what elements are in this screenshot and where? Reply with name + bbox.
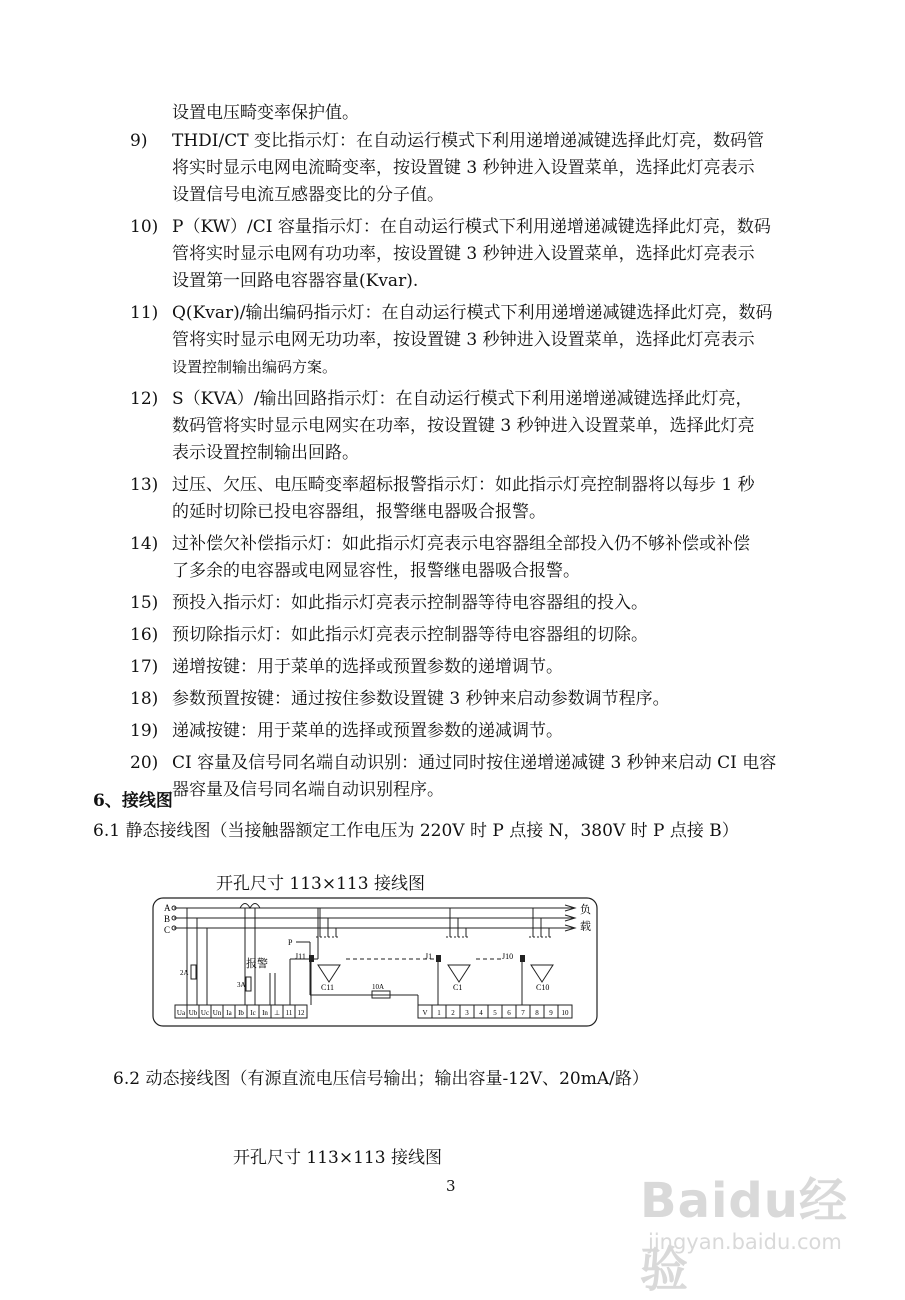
phase-label-c: C bbox=[164, 925, 171, 935]
list-item-number: 11) bbox=[130, 303, 159, 323]
list-item-line: 预切除指示灯：如此指示灯亮表示控制器等待电容器组的切除。 bbox=[172, 625, 648, 645]
list-item-number: 15) bbox=[130, 593, 159, 613]
list-item-number: 13) bbox=[130, 475, 159, 495]
terminal-block-left bbox=[175, 1005, 307, 1018]
list-item-number: 12) bbox=[130, 389, 159, 409]
indicator-list bbox=[130, 128, 820, 809]
terminal-label: ⊥ bbox=[273, 1009, 281, 1017]
list-item bbox=[130, 531, 820, 585]
list-item-line: 过补偿欠补偿指示灯：如此指示灯亮表示电容器组全部投入仍不够补偿或补偿 bbox=[172, 534, 750, 554]
relay-label-j1: J1 bbox=[425, 952, 433, 961]
list-item-line: 参数预置按键：通过按住参数设置键 3 秒钟来启动参数调节程序。 bbox=[172, 689, 670, 709]
page-number: 3 bbox=[446, 1177, 456, 1195]
list-item bbox=[130, 386, 820, 467]
list-item-number: 20) bbox=[130, 753, 159, 773]
capacitor-label-c10: C10 bbox=[536, 983, 550, 992]
diagram-caption-2: 开孔尺寸 113×113 接线图 bbox=[233, 1148, 442, 1168]
static-wiring-diagram bbox=[150, 895, 600, 1030]
list-item-line: 管将实时显示电网无功功率，按设置键 3 秒钟进入设置菜单，选择此灯亮表示 bbox=[172, 330, 755, 350]
list-item bbox=[130, 472, 820, 526]
terminal-label: 1 bbox=[437, 1009, 441, 1017]
p-point-label: P bbox=[288, 938, 293, 947]
capacitor-group-c10 bbox=[502, 908, 553, 992]
phase-label-b: B bbox=[164, 914, 171, 924]
list-item-line: 表示设置控制输出回路。 bbox=[172, 443, 359, 463]
list-item bbox=[130, 686, 820, 713]
terminal-label: 10 bbox=[561, 1009, 569, 1017]
list-item-line: CI 容量及信号同名端自动识别：通过同时按住递增递减键 3 秒钟来启动 CI 电容 bbox=[172, 753, 777, 773]
terminal-label: V bbox=[422, 1009, 428, 1017]
relay-label-j11: J11 bbox=[295, 952, 306, 961]
terminal-label: 2 bbox=[451, 1009, 455, 1017]
list-item-line: 递减按键：用于菜单的选择或预置参数的递减调节。 bbox=[172, 721, 563, 741]
terminal-label: 12 bbox=[297, 1009, 305, 1017]
list-item-line: 递增按键：用于菜单的选择或预置参数的递增调节。 bbox=[172, 657, 563, 677]
list-item bbox=[130, 214, 820, 295]
load-label-top: 负 bbox=[580, 904, 591, 916]
fuse-3a-label: 3A bbox=[237, 981, 246, 989]
list-item-line: 设置控制输出编码方案。 bbox=[172, 358, 338, 376]
list-item bbox=[130, 590, 820, 617]
terminal-label: Un bbox=[212, 1009, 222, 1017]
capacitor-group-c1 bbox=[425, 908, 470, 992]
list-item-number: 18) bbox=[130, 689, 159, 709]
list-item-number: 9) bbox=[130, 131, 148, 151]
list-item bbox=[130, 654, 820, 681]
list-item-line: 数码管将实时显示电网实在功率，按设置键 3 秒钟进入设置菜单，选择此灯亮 bbox=[172, 416, 755, 436]
terminal-label: 3 bbox=[465, 1009, 469, 1017]
terminal-label: 5 bbox=[493, 1009, 497, 1017]
relay-label-j10: J10 bbox=[502, 952, 514, 961]
terminal-block-right bbox=[418, 1005, 572, 1018]
list-item-number: 19) bbox=[130, 721, 159, 741]
subsection-dynamic-wiring: 6.2 动态接线图（有源直流电压信号输出；输出容量-12V、20mA/路） bbox=[113, 1069, 649, 1089]
fuse-10a-label: 10A bbox=[372, 983, 385, 991]
terminal-label: 9 bbox=[549, 1009, 553, 1017]
intro-line: 设置电压畸变率保护值。 bbox=[172, 103, 359, 123]
list-item-number: 16) bbox=[130, 625, 159, 645]
list-item-line: 将实时显示电网电流畸变率，按设置键 3 秒钟进入设置菜单，选择此灯亮表示 bbox=[172, 158, 755, 178]
list-item-line: Q(Kvar)/输出编码指示灯：在自动运行模式下利用递增递减键选择此灯亮，数码 bbox=[172, 303, 773, 323]
diagram-caption: 开孔尺寸 113×113 接线图 bbox=[216, 874, 425, 894]
list-item-number: 17) bbox=[130, 657, 159, 677]
terminal-label: In bbox=[262, 1009, 268, 1017]
terminal-label: 8 bbox=[535, 1009, 539, 1017]
terminal-label: 6 bbox=[507, 1009, 511, 1017]
terminal-label: Uc bbox=[200, 1009, 210, 1017]
list-item-line: 设置信号电流互感器变比的分子值。 bbox=[172, 185, 444, 205]
list-item-line: S（KVA）/输出回路指示灯：在自动运行模式下利用递增递减键选择此灯亮， bbox=[172, 389, 753, 409]
phase-label-a: A bbox=[164, 903, 171, 913]
terminal-label: 4 bbox=[479, 1009, 483, 1017]
capacitor-label-c1: C1 bbox=[453, 983, 463, 992]
section-title: 6、接线图 bbox=[93, 791, 173, 811]
watermark-url: jingyan.baidu.com bbox=[648, 1230, 842, 1254]
terminal-label: Ua bbox=[176, 1009, 186, 1017]
list-item-number: 10) bbox=[130, 217, 159, 237]
list-item-line: 设置第一回路电容器容量(Kvar). bbox=[172, 271, 419, 291]
fuse-2a-label: 2A bbox=[180, 969, 189, 977]
subsection-static-wiring: 6.1 静态接线图（当接触器额定工作电压为 220V 时 P 点接 N，380V 时 P 点接 B） bbox=[93, 821, 739, 841]
terminal-label: 11 bbox=[285, 1009, 293, 1017]
list-item bbox=[130, 300, 820, 381]
watermark-logo: Baidu经验 bbox=[640, 1173, 848, 1298]
terminal-label: Ub bbox=[188, 1009, 198, 1017]
list-item-line: P（KW）/CI 容量指示灯：在自动运行模式下利用递增递减键选择此灯亮，数码 bbox=[172, 217, 771, 237]
list-item-line: 器容量及信号同名端自动识别程序。 bbox=[172, 780, 444, 800]
list-item-line: 的延时切除已投电容器组，报警继电器吸合报警。 bbox=[172, 502, 546, 522]
list-item-line: 管将实时显示电网有功功率，按设置键 3 秒钟进入设置菜单，选择此灯亮表示 bbox=[172, 244, 755, 264]
load-label-bottom: 载 bbox=[580, 921, 591, 933]
list-item-line: 了多余的电容器或电网显容性，报警继电器吸合报警。 bbox=[172, 561, 580, 581]
list-item bbox=[130, 750, 820, 804]
terminal-label: Ib bbox=[238, 1009, 244, 1017]
list-item-number: 14) bbox=[130, 534, 159, 554]
list-item bbox=[130, 622, 820, 649]
list-item bbox=[130, 128, 820, 209]
list-item-line: THDI/CT 变比指示灯：在自动运行模式下利用递增递减键选择此灯亮，数码管 bbox=[172, 131, 764, 151]
baidu-watermark bbox=[640, 1162, 895, 1298]
terminal-label: Ic bbox=[250, 1009, 256, 1017]
capacitor-label-c11: C11 bbox=[321, 983, 335, 992]
list-item-line: 预投入指示灯：如此指示灯亮表示控制器等待电容器组的投入。 bbox=[172, 593, 648, 613]
alarm-label: 报警 bbox=[246, 958, 268, 970]
terminal-label: 7 bbox=[521, 1009, 525, 1017]
list-item-line: 过压、欠压、电压畸变率超标报警指示灯：如此指示灯亮控制器将以每步 1 秒 bbox=[172, 475, 755, 495]
terminal-label: Ia bbox=[226, 1009, 232, 1017]
list-item bbox=[130, 718, 820, 745]
